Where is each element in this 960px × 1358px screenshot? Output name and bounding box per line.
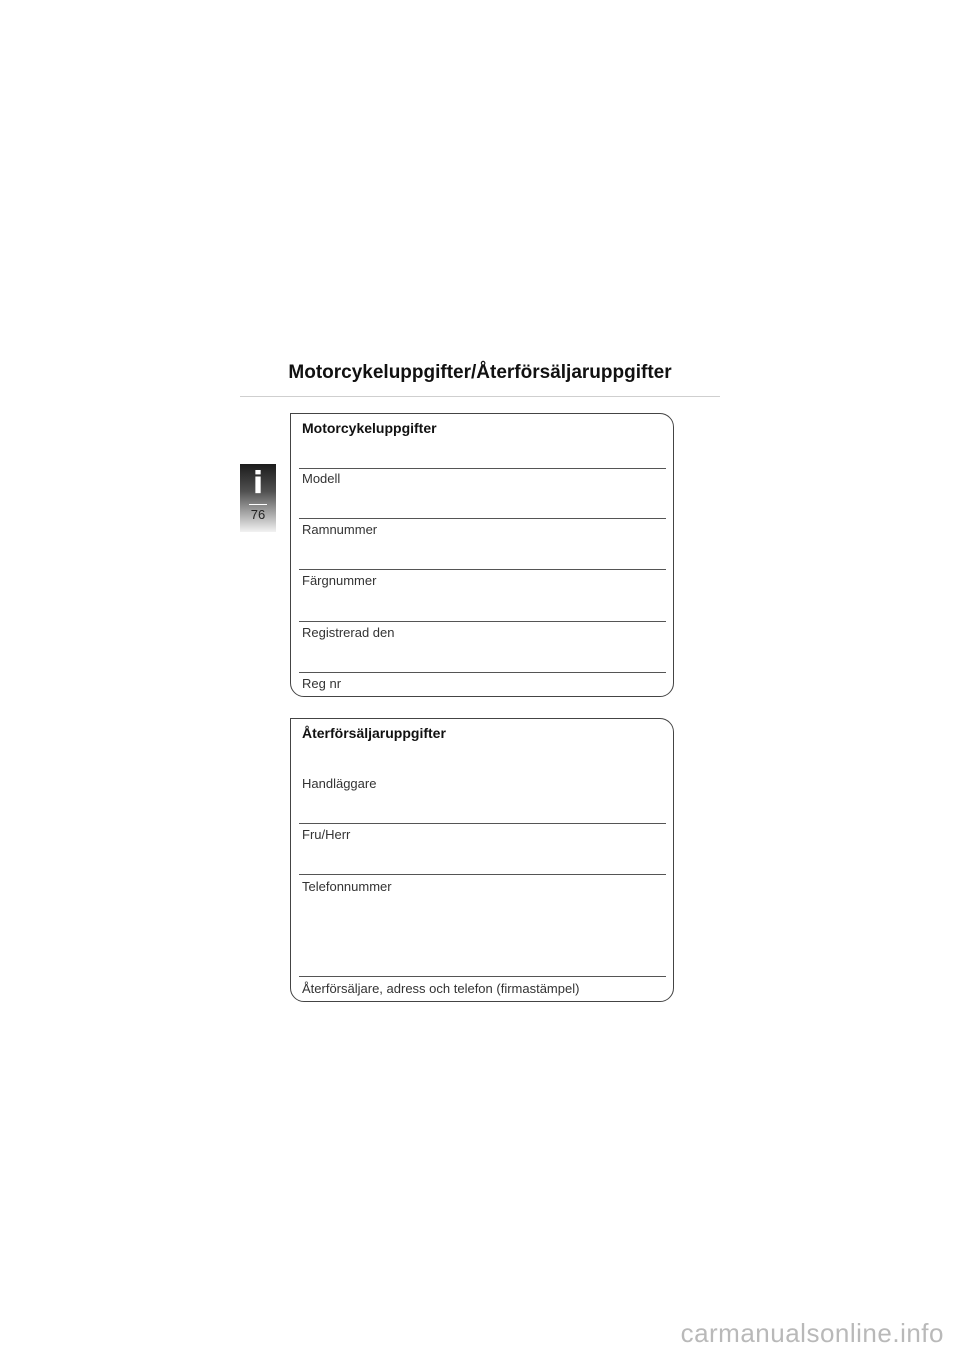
field-label-dealer-stamp: Återförsäljare, adress och telefon (firmastämpel) — [302, 981, 580, 996]
page-title: Motorcykeluppgifter/Återförsäljaruppgifter — [288, 362, 672, 383]
field-line-fargnummer[interactable] — [299, 569, 666, 570]
field-label-modell: Modell — [302, 471, 341, 486]
info-section-tab — [240, 464, 276, 532]
field-line-ramnummer[interactable] — [299, 518, 666, 519]
watermark: carmanualsonline.info — [680, 1318, 944, 1348]
dealer-details-title: Återförsäljaruppgifter — [302, 725, 446, 741]
field-line-registrerad-den[interactable] — [299, 621, 666, 622]
tab-divider — [249, 504, 267, 505]
info-icon: i — [252, 466, 264, 501]
field-label-handlaggare: Handläggare — [302, 776, 377, 791]
field-label-ramnummer: Ramnummer — [302, 522, 378, 537]
field-line-reg-nr[interactable] — [299, 672, 666, 673]
field-line-fru-herr[interactable] — [299, 874, 666, 875]
field-label-reg-nr: Reg nr — [302, 676, 342, 691]
field-line-telefonnummer[interactable] — [299, 976, 666, 977]
field-line-modell[interactable] — [299, 468, 666, 469]
page-number: 76 — [250, 507, 266, 522]
field-label-telefonnummer: Telefonnummer — [302, 879, 392, 894]
field-label-fru-herr: Fru/Herr — [302, 827, 351, 842]
field-line-handlaggare[interactable] — [299, 823, 666, 824]
motorcycle-details-title: Motorcykeluppgifter — [302, 420, 437, 436]
field-label-registrerad-den: Registrerad den — [302, 625, 395, 640]
field-label-fargnummer: Färgnummer — [302, 573, 377, 588]
dealer-details-box — [290, 718, 674, 1002]
title-divider — [240, 396, 720, 397]
motorcycle-details-box — [290, 413, 674, 697]
